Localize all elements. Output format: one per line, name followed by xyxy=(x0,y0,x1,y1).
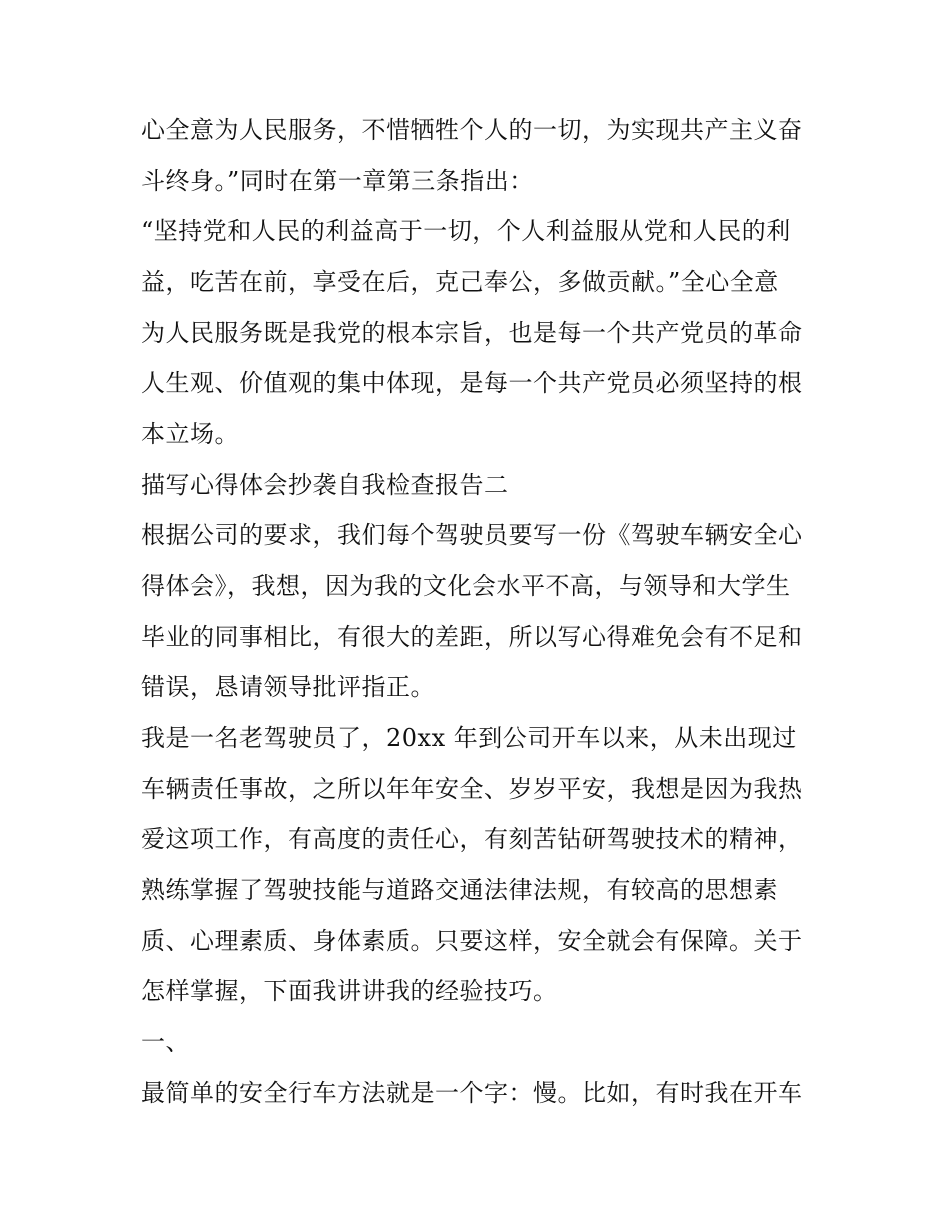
text-line: 为人民服务既是我党的根本宗旨，也是每一个共产党员的革命 xyxy=(141,319,803,347)
text-line: 爱这项工作，有高度的责任心，有刻苦钻研驾驶技术的精神， xyxy=(141,825,803,853)
text-line: 心全意为人民服务，不惜牺牲个人的一切，为实现共产主义奋 xyxy=(141,116,803,144)
text-line: 斗终身。”同时在第一章第三条指出： xyxy=(141,167,534,195)
text-line: 熟练掌握了驾驶技能与道路交通法律法规，有较高的思想素 xyxy=(141,876,778,904)
text-line: 车辆责任事故，之所以年年安全、岁岁平安，我想是因为我热 xyxy=(141,775,803,803)
list-marker: 一、 xyxy=(141,1028,190,1056)
section-heading: 描写心得体会抄袭自我检查报告二 xyxy=(141,471,509,499)
text-line: 毕业的同事相比，有很大的差距，所以写心得难免会有不足和 xyxy=(141,623,803,651)
text-line: 人生观、价值观的集中体现，是每一个共产党员必须坚持的根 xyxy=(141,369,803,397)
text-line: 怎样掌握，下面我讲讲我的经验技巧。 xyxy=(141,977,558,1005)
text-line: 益，吃苦在前，享受在后，克己奉公，多做贡献。”全心全意 xyxy=(141,268,779,296)
text-line: 本立场。 xyxy=(141,420,239,448)
text-line: 根据公司的要求，我们每个驾驶员要写一份《驾驶车辆安全心 xyxy=(141,521,803,549)
text-line: 得体会》，我想，因为我的文化会水平不高，与领导和大学生 xyxy=(141,572,791,600)
text-line: 质、心理素质、身体素质。只要这样，安全就会有保障。关于 xyxy=(141,927,803,955)
text-line: 我是一名老驾驶员了，20xx 年到公司开车以来，从未出现过 xyxy=(141,724,797,752)
text-line: “坚持党和人民的利益高于一切，个人利益服从党和人民的利 xyxy=(141,217,791,245)
text-line: 最简单的安全行车方法就是一个字：慢。比如，有时我在开车 xyxy=(141,1079,803,1107)
text-line: 错误，恳请领导批评指正。 xyxy=(141,673,435,701)
